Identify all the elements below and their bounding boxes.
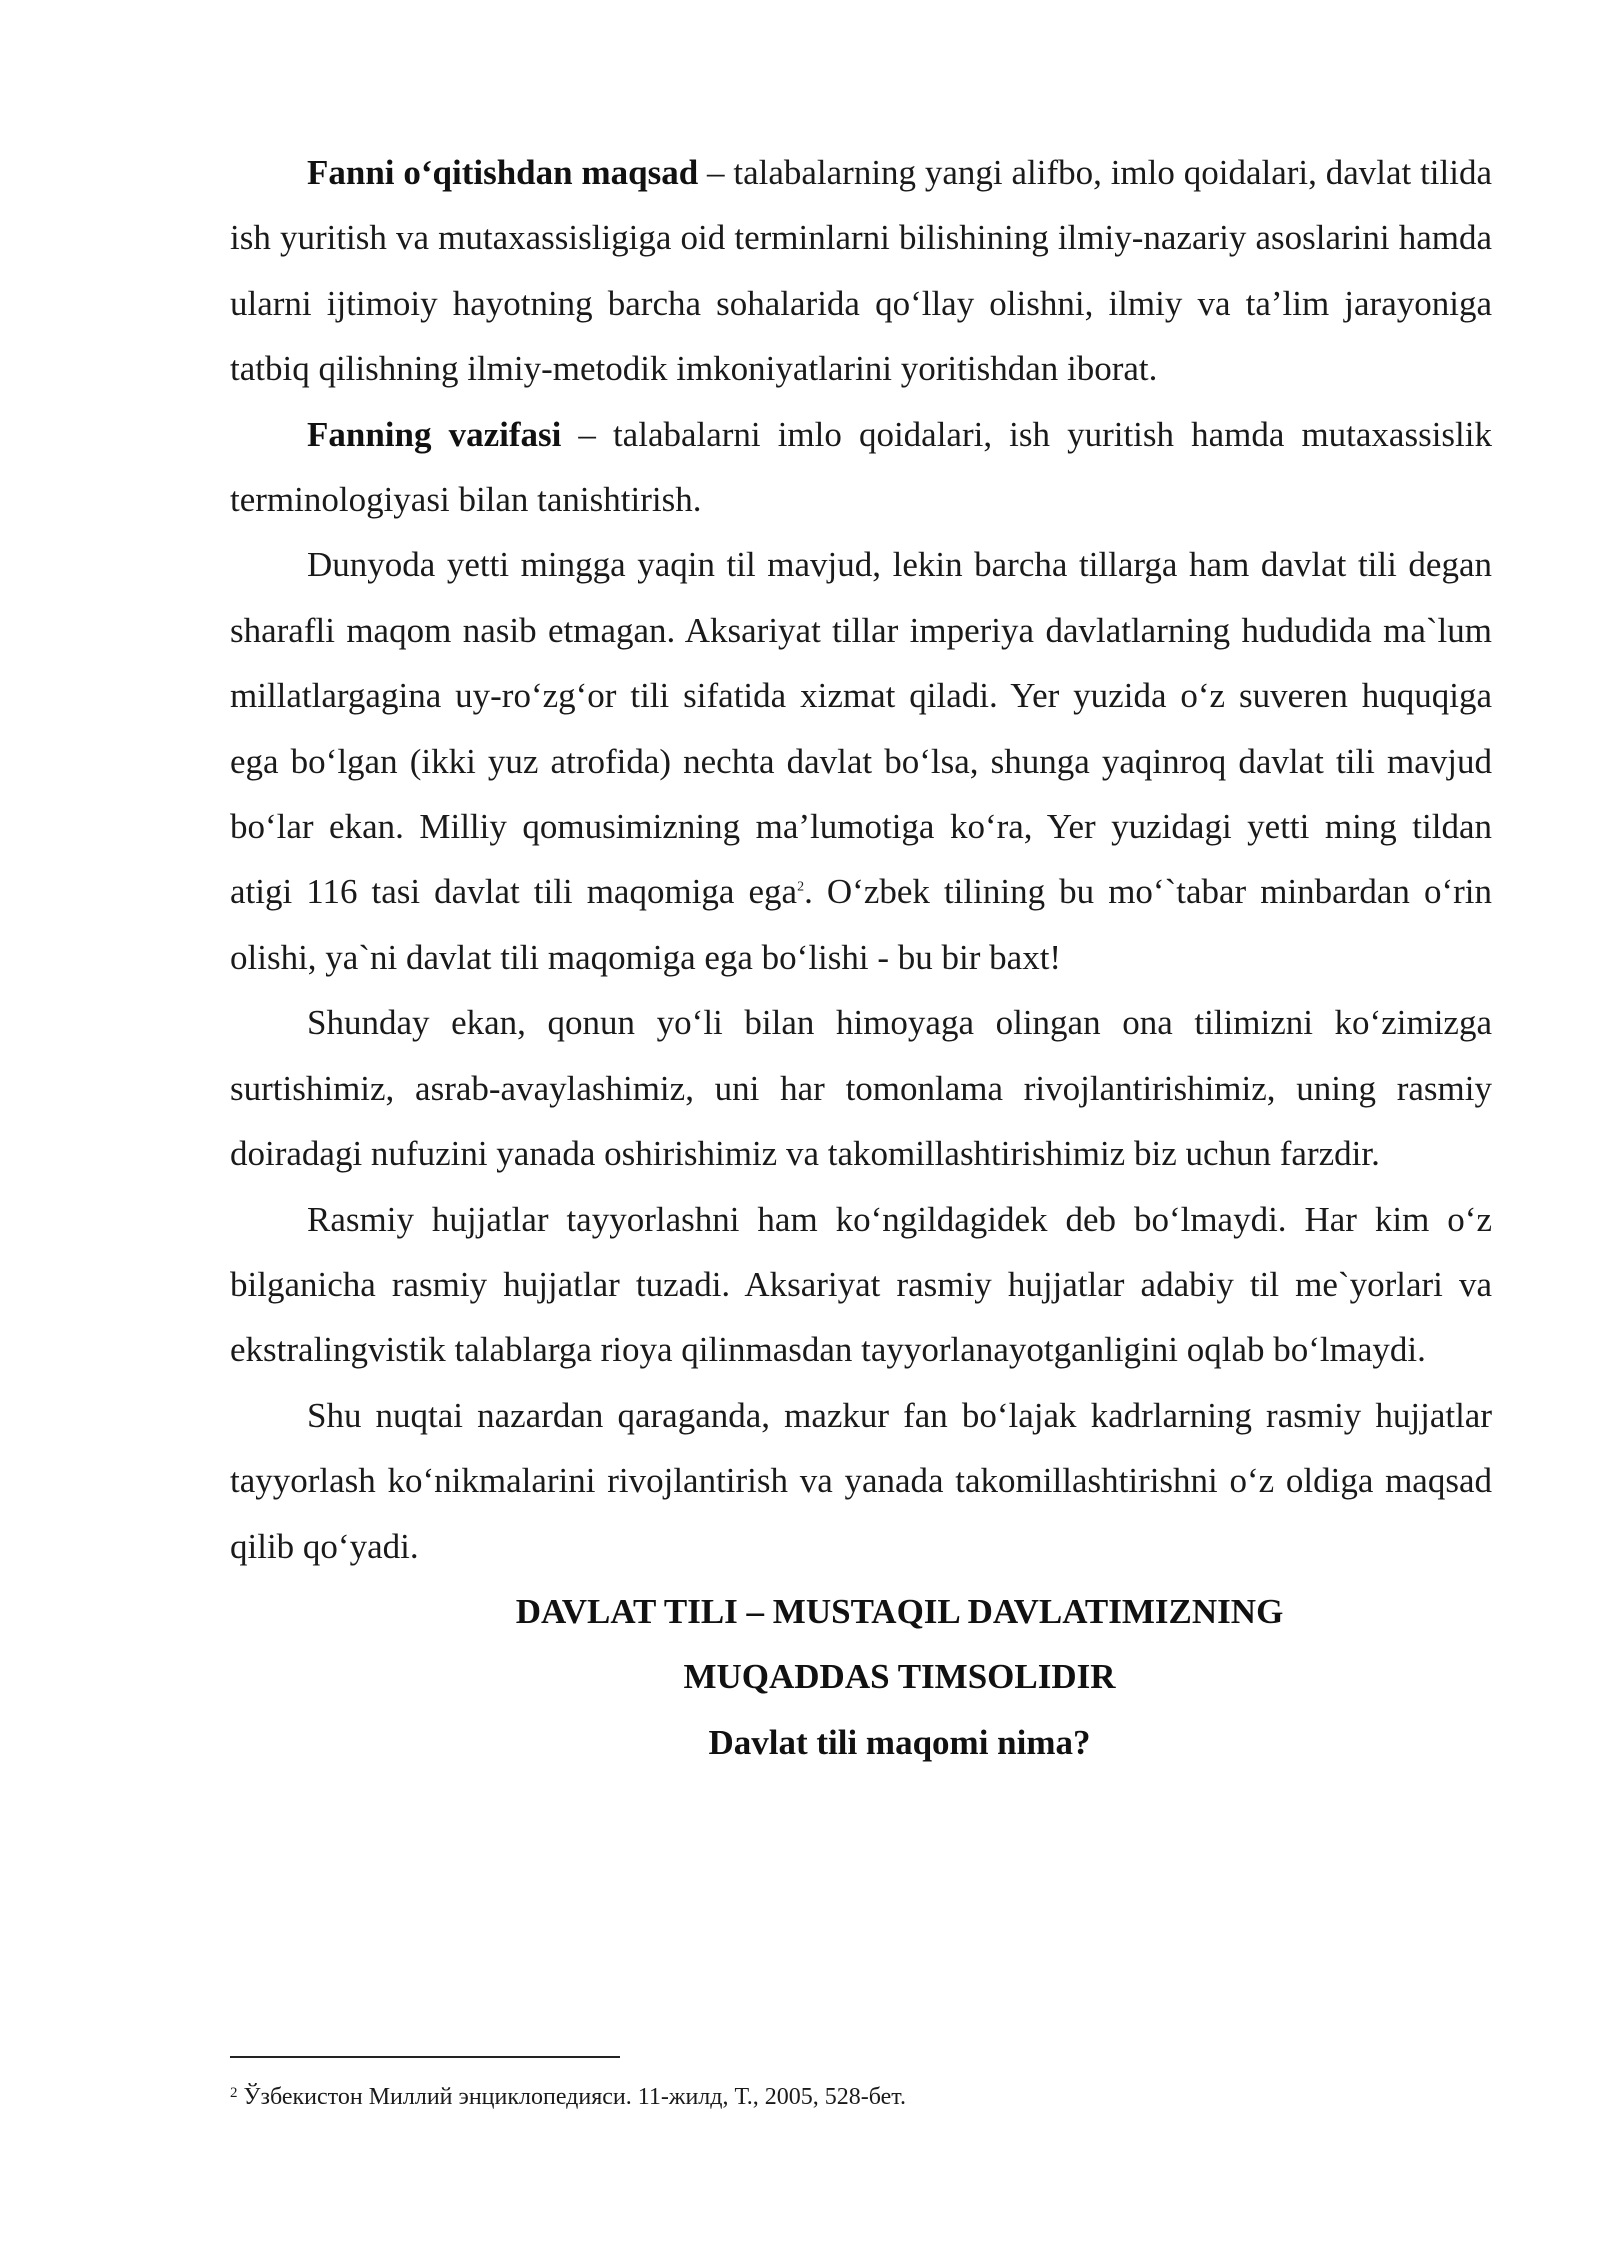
paragraph-mother-tongue — [230, 990, 1492, 1186]
paragraph-task-lead: Fanning vazifasi — [307, 414, 562, 454]
section-heading-line-1: DAVLAT TILI – MUSTAQIL DAVLATIMIZNING — [515, 1591, 1284, 1631]
footnote-reference[interactable]: 2 — [797, 879, 805, 895]
paragraph-state-language-text-before: Dunyoda yetti mingga yaqin til mavjud, lekin barcha tillarga ham davlat tili degan sharafli maqom nasib etmagan. Aksariyat tillar imperiya davlatlarning hududida ma`lum millatlargagina uy-roʻzgʻor tili sifatida xizmat qiladi. Yer yuzida oʻz suveren huquqiga ega boʻlgan (ikki yuz atrofida) nechta davlat boʻlsa, shunga yaqinroq davlat tili mavjud boʻlar ekan. Milliy qomusimizning ma’lumotiga koʻra, Yer yuzidagi yetti ming tildan atigi 116 tasi davlat tili maqomiga ega — [230, 545, 1492, 912]
footnote — [230, 2082, 906, 2112]
footnote-number: 2 — [230, 2085, 238, 2101]
paragraph-purpose — [230, 140, 1492, 402]
section-subtitle: Davlat tili maqomi nima? — [708, 1722, 1091, 1762]
paragraph-course-goal-text: Shu nuqtai nazardan qaraganda, mazkur fan boʻlajak kadrlarning rasmiy hujjatlar tayyorlash koʻnikmalarini rivojlantirish va yanada takomillashtirishni oʻz oldiga maqsad qilib qoʻyadi. — [230, 1395, 1492, 1566]
paragraph-state-language — [230, 532, 1492, 990]
paragraph-course-goal — [230, 1383, 1492, 1579]
section-heading-line-2: MUQADDAS TIMSOLIDIR — [683, 1657, 1116, 1697]
paragraph-official-documents — [230, 1187, 1492, 1383]
footnote-separator — [230, 2056, 620, 2058]
page-body — [230, 140, 1492, 1775]
paragraph-task — [230, 402, 1492, 533]
paragraph-state-language-text-after: . Oʻzbek tilining bu moʻ`tabar minbardan oʻrin olishi, ya`ni davlat tili maqomiga ega boʻlishi - bu bir baxt! — [230, 872, 1492, 977]
paragraph-task-text: – talabalarni imlo qoidalari, ish yuritish hamda mutaxassislik terminologiyasi bilan tanishtirish. — [230, 414, 1492, 520]
footnote-text: Ўзбекистон Миллий энциклопедияси. 11-жилд, Т., 2005, 528-бет. — [237, 2084, 906, 2110]
paragraph-mother-tongue-text: Shunday ekan, qonun yoʻli bilan himoyaga olingan ona tilimizni koʻzimizga surtishimiz, asrab-avaylashimiz, uni har tomonlama rivojlantirishimiz, uning rasmiy doiradagi nufuzini yanada oshirishimiz va takomillashtirishimiz biz uchun farzdir. — [230, 1003, 1492, 1174]
paragraph-purpose-text: – talabalarning yangi alifbo, imlo qoidalari, davlat tilida ish yuritish va mutaxassisligiga oid terminlarni bilishining ilmiy-nazariy asoslarini hamda ularni ijtimoiy hayotning barcha sohalarida qoʻllay olishni, ilmiy va ta’lim jarayoniga tatbiq qilishning ilmiy-metodik imkoniyatlarini yoritishdan iborat. — [230, 153, 1493, 389]
paragraph-purpose-lead: Fanni oʻqitishdan maqsad — [307, 153, 699, 192]
paragraph-official-documents-text: Rasmiy hujjatlar tayyorlashni ham koʻngildagidek deb boʻlmaydi. Har kim oʻz bilganicha rasmiy hujjatlar tuzadi. Aksariyat rasmiy hujjatlar adabiy til me`yorlari va ekstralingvistik talablarga rioya qilinmasdan tayyorlanayotganligini oqlab boʻlmaydi. — [230, 1199, 1492, 1370]
